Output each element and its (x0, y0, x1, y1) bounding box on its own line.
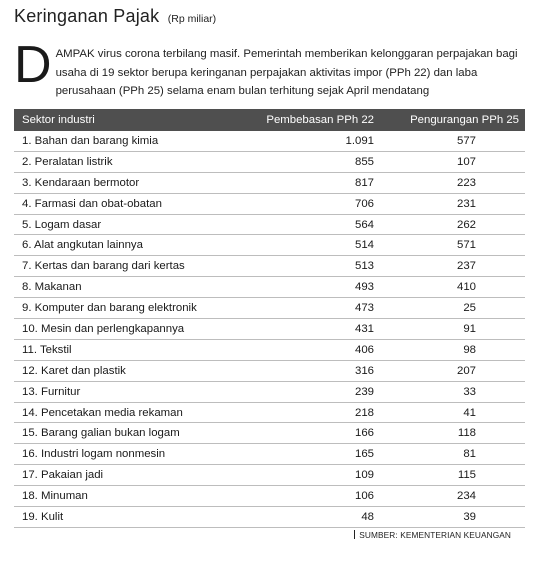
table-body (14, 131, 525, 528)
table-row (14, 444, 525, 465)
cell-sector: 1. Bahan dan barang kimia (22, 134, 159, 147)
table-row (14, 256, 525, 277)
cell-sector: 8. Makanan (22, 281, 82, 294)
table-row (14, 277, 525, 298)
cell-sector: 12. Karet dan plastik (22, 364, 126, 377)
cell-pph25: 118 (457, 427, 476, 440)
cell-pph25: 237 (456, 260, 476, 273)
cell-sector: 16. Industri logam nonmesin (22, 448, 166, 461)
header-pph22: Pembebasan PPh 22 (266, 114, 374, 126)
table-row (14, 173, 525, 194)
cell-pph22: 1.091 (345, 134, 374, 147)
lead-text: AMPAK virus corona terbilang masif. Pemerintah memberikan kelonggaran perpajakan bagi usaha di 19 sektor berupa keringanan perpajakan aktivitas impor (PPh 22) dan laba perusahaan (PPh 25) selama enam bulan terhitung sejak April mendatang (55, 48, 518, 97)
cell-pph25: 41 (463, 406, 476, 419)
header-pph25: Pengurangan PPh 25 (410, 114, 519, 126)
tax-relief-table (14, 109, 525, 528)
table-row (14, 486, 525, 507)
table-row (14, 131, 525, 152)
drop-cap: D (14, 36, 52, 94)
cell-sector: 19. Kulit (22, 510, 64, 523)
cell-pph25: 91 (463, 322, 476, 335)
table-row (14, 215, 525, 236)
cell-sector: 15. Barang galian bukan logam (22, 427, 180, 440)
cell-pph25: 231 (456, 197, 476, 210)
cell-sector: 7. Kertas dan barang dari kertas (22, 260, 185, 273)
cell-sector: 17. Pakaian jadi (22, 469, 104, 482)
cell-pph22: 166 (354, 427, 374, 440)
cell-pph25: 25 (463, 302, 476, 315)
table-row (14, 152, 525, 173)
source-text: SUMBER: KEMENTERIAN KEUANGAN (359, 530, 511, 540)
cell-pph22: 106 (354, 490, 374, 503)
cell-pph25: 223 (456, 176, 476, 189)
cell-pph22: 218 (354, 406, 374, 419)
cell-sector: 3. Kendaraan bermotor (22, 176, 140, 189)
cell-sector: 10. Mesin dan perlengkapannya (22, 322, 185, 335)
cell-pph22: 855 (354, 155, 374, 168)
cell-pph22: 239 (354, 385, 374, 398)
table-row (14, 423, 525, 444)
cell-pph25: 577 (456, 134, 476, 147)
cell-sector: 2. Peralatan listrik (22, 155, 113, 168)
cell-pph25: 98 (463, 343, 476, 356)
page-title: Keringanan Pajak (14, 6, 160, 26)
unit-label: (Rp miliar) (167, 13, 217, 25)
source-note (354, 530, 511, 540)
cell-pph25: 107 (456, 155, 476, 168)
cell-pph22: 493 (354, 281, 374, 294)
cell-pph22: 564 (354, 218, 374, 231)
table-header (14, 109, 525, 131)
cell-pph22: 473 (354, 302, 374, 315)
table-row (14, 298, 525, 319)
cell-pph25: 262 (456, 218, 476, 231)
cell-sector: 9. Komputer dan barang elektronik (22, 302, 197, 315)
cell-sector: 6. Alat angkutan lainnya (22, 239, 143, 252)
table-row (14, 194, 525, 215)
cell-pph22: 48 (361, 510, 374, 523)
cell-pph25: 33 (463, 385, 476, 398)
lead-paragraph (14, 36, 524, 100)
cell-pph22: 817 (354, 176, 374, 189)
table-row (14, 361, 525, 382)
header-sector: Sektor industri (22, 114, 95, 126)
title-block (14, 6, 216, 27)
cell-pph25: 234 (456, 490, 476, 503)
cell-pph25: 571 (456, 239, 476, 252)
cell-pph22: 316 (354, 364, 374, 377)
cell-sector: 5. Logam dasar (22, 218, 102, 231)
source-bar (354, 530, 355, 539)
table-row (14, 319, 525, 340)
table-row (14, 403, 525, 424)
table-row (14, 340, 525, 361)
cell-pph25: 81 (463, 448, 476, 461)
cell-pph22: 406 (354, 343, 374, 356)
cell-pph22: 706 (354, 197, 374, 210)
cell-sector: 18. Minuman (22, 490, 88, 503)
cell-sector: 4. Farmasi dan obat-obatan (22, 197, 162, 210)
cell-sector: 13. Furnitur (22, 385, 81, 398)
table-row (14, 507, 525, 528)
cell-pph25: 115 (457, 469, 476, 482)
cell-pph25: 410 (456, 281, 476, 294)
table-row (14, 465, 525, 486)
cell-sector: 14. Pencetakan media rekaman (22, 406, 183, 419)
cell-sector: 11. Tekstil (22, 343, 72, 356)
table-row (14, 235, 525, 256)
cell-pph25: 39 (463, 510, 476, 523)
cell-pph25: 207 (456, 364, 476, 377)
cell-pph22: 513 (354, 260, 374, 273)
cell-pph22: 165 (354, 448, 374, 461)
cell-pph22: 431 (354, 322, 374, 335)
cell-pph22: 514 (354, 239, 374, 252)
table-row (14, 382, 525, 403)
cell-pph22: 109 (354, 469, 374, 482)
